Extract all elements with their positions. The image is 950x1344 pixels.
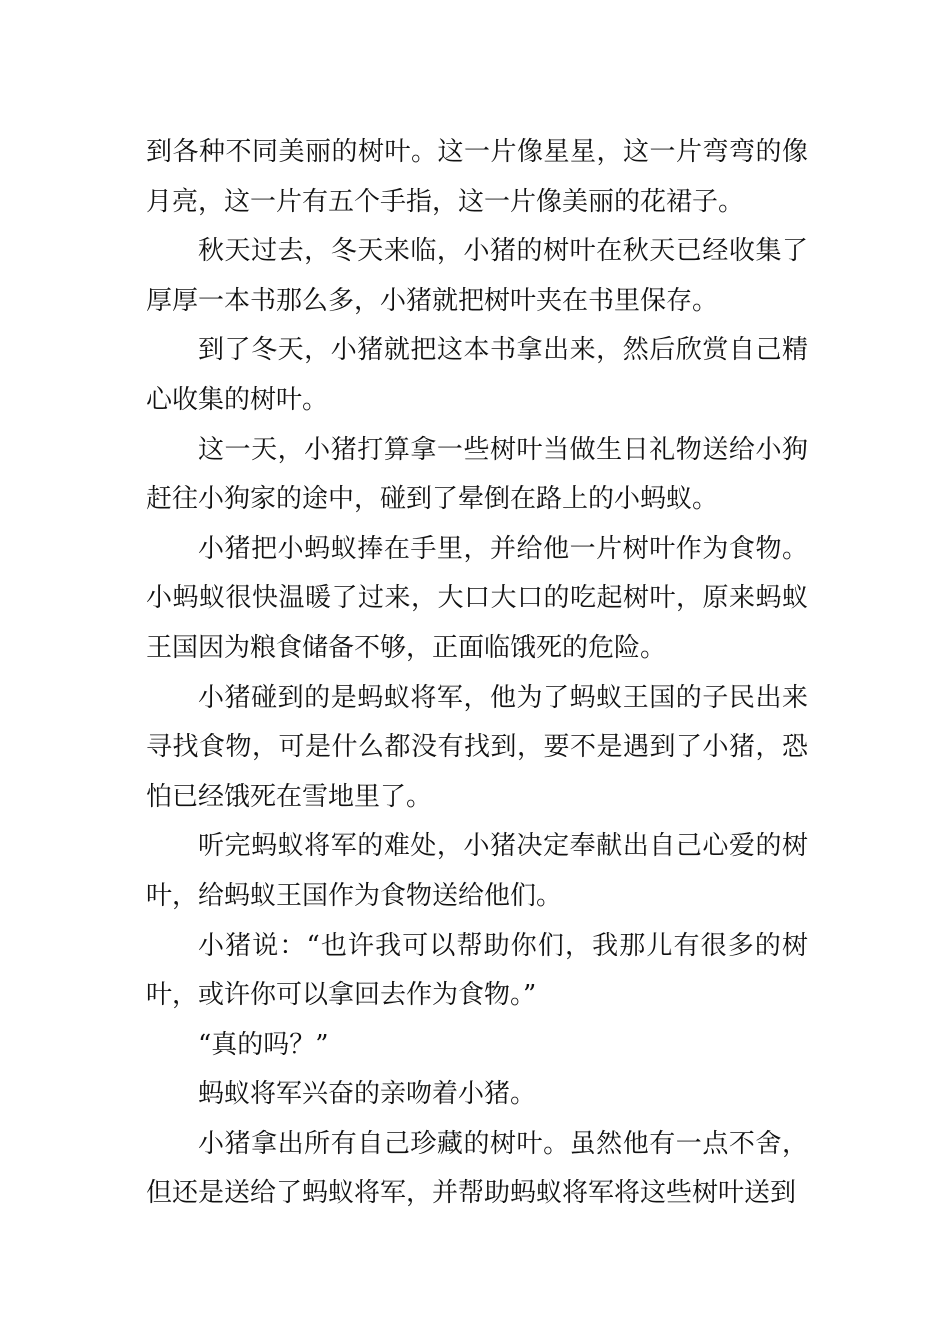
paragraph-7: 听完蚂蚁将军的难处，小猪决定奉献出自己心爱的树叶，给蚂蚁王国作为食物送给他们。 — [146, 831, 808, 911]
paragraph-1: 到各种不同美丽的树叶。这一片像星星，这一片弯弯的像月亮，这一片有五个手指，这一片像美丽的花裙子。 — [146, 137, 808, 217]
paragraph-3: 到了冬天，小猪就把这本书拿出来，然后欣赏自己精心收集的树叶。 — [146, 335, 808, 415]
paragraph-10: 蚂蚁将军兴奋的亲吻着小猪。 — [198, 1079, 537, 1110]
paragraph-4: 这一天，小猪打算拿一些树叶当做生日礼物送给小狗赶往小狗家的途中，碰到了晕倒在路上的小蚂蚁。 — [146, 434, 808, 515]
paragraph-8: 小猪说：“也许我可以帮助你们，我那儿有很多的树叶，或许你可以拿回去作为食物。” — [146, 930, 808, 1011]
paragraph-5: 小猪把小蚂蚁捧在手里，并给他一片树叶作为食物。小蚂蚁很快温暖了过来，大口大口的吃起树叶，原来蚂蚁王国因为粮食储备不够，正面临饿死的危险。 — [146, 533, 808, 663]
paragraph-9: “真的吗？” — [198, 1029, 329, 1060]
paragraph-6: 小猪碰到的是蚂蚁将军，他为了蚂蚁王国的子民出来寻找食物，可是什么都没有找到，要不是遇到了小猪，恐怕已经饿死在雪地里了。 — [146, 682, 808, 812]
paragraph-11: 小猪拿出所有自己珍藏的树叶。虽然他有一点不舍，但还是送给了蚂蚁将军，并帮助蚂蚁将军将这些树叶送到 — [146, 1128, 808, 1209]
paragraph-2: 秋天过去，冬天来临，小猪的树叶在秋天已经收集了厚厚一本书那么多，小猪就把树叶夹在书里保存。 — [146, 236, 808, 316]
story-text — [146, 128, 808, 1219]
